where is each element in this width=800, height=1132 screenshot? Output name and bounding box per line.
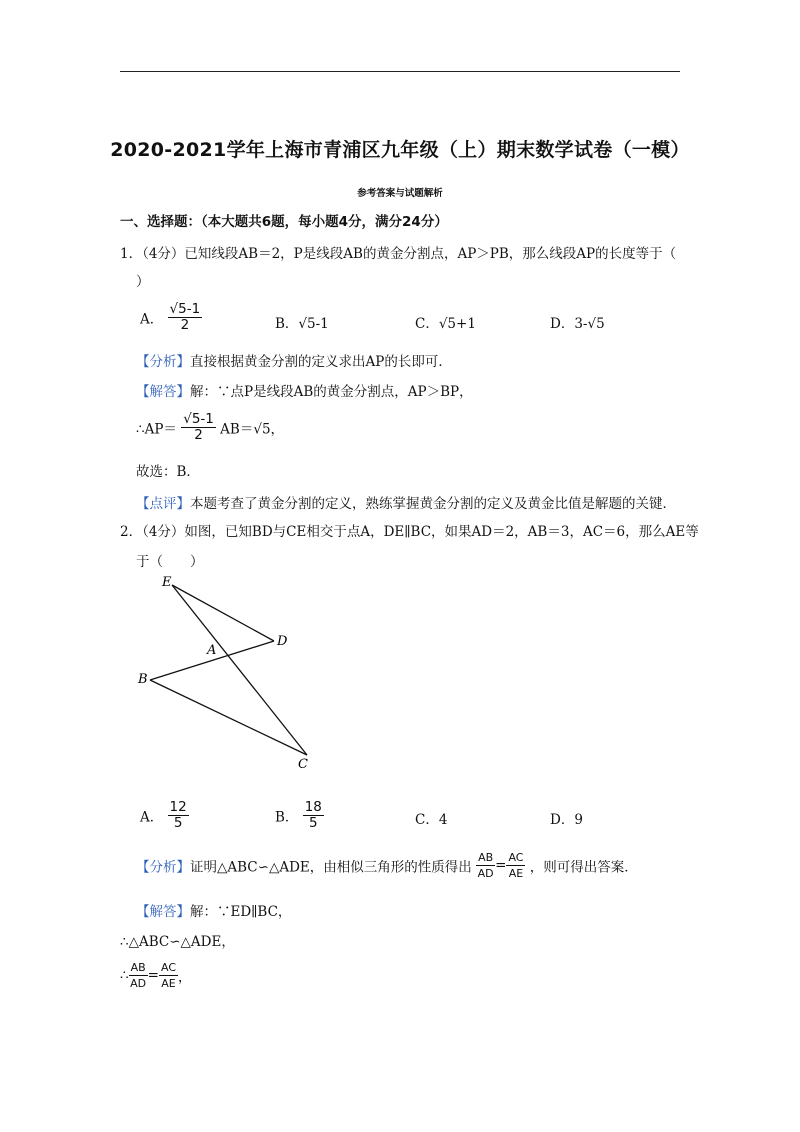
q2-figure — [130, 570, 330, 780]
numerator: AC — [160, 961, 176, 974]
fraction — [506, 850, 525, 881]
denominator: 2 — [194, 427, 203, 443]
fraction — [168, 800, 189, 831]
header-rule — [120, 71, 680, 72]
q1-step — [136, 412, 284, 443]
denominator: AE — [161, 977, 176, 990]
step-post: AB＝√5， — [220, 421, 285, 438]
denominator: 2 — [180, 317, 190, 333]
q1-comment — [136, 492, 676, 512]
analysis-text-end: ，则可得出答案． — [529, 859, 638, 876]
fraction — [181, 412, 216, 443]
solution-text: 解：∵点P是线段AB的黄金分割点，AP＞BP， — [190, 384, 473, 400]
denominator: AE — [508, 867, 524, 880]
label-c: C — [298, 757, 308, 772]
analysis-text: 直接根据黄金分割的定义求出AP的长即可． — [190, 354, 452, 370]
option-label: A． — [140, 809, 164, 826]
label-a: A — [207, 643, 217, 658]
solution-text: 解：∵ED∥BC， — [190, 904, 292, 920]
denominator: 5 — [309, 815, 318, 831]
page-title: 2020-2021学年上海市青浦区九年级（上）期末数学试卷（一模） — [110, 139, 690, 161]
fraction — [303, 800, 324, 831]
numerator: 12 — [169, 799, 187, 815]
fraction — [159, 960, 178, 991]
q2-step-2 — [120, 960, 192, 991]
numerator: AC — [508, 851, 524, 864]
label-d: D — [277, 634, 288, 649]
q1-analysis — [136, 350, 452, 370]
q1-option-b: B．√5-1 — [275, 316, 329, 332]
q2-stem: 2．（4分）如图，已知BD与CE相交于点A，DE∥BC，如果AD＝2，AB＝3，AC＝6，那么AE等 — [120, 524, 699, 540]
q1-option-c: C．√5+1 — [415, 316, 476, 332]
q2-option-a — [140, 800, 189, 831]
equals-sign: = — [495, 857, 507, 874]
numerator: 18 — [304, 799, 322, 815]
q1-stem-cont: ） — [136, 274, 150, 290]
q2-option-d: D．9 — [550, 812, 583, 828]
page-subtitle: 参考答案与试题解析 — [357, 188, 443, 199]
denominator: 5 — [173, 815, 183, 831]
option-label: A． — [140, 311, 164, 328]
q1-solution — [136, 380, 473, 400]
q2-solution — [136, 900, 291, 920]
denominator: AD — [477, 867, 494, 880]
denominator: AD — [130, 977, 147, 990]
analysis-tag: 【分析】 — [136, 354, 190, 370]
q2-step-1: ∴△ABC∽△ADE， — [120, 934, 235, 950]
q1-choice: 故选：B． — [136, 464, 200, 480]
q1-option-d: D．3-√5 — [550, 316, 605, 332]
segment-bc — [150, 680, 307, 755]
label-b: B — [138, 672, 148, 687]
label-e: E — [162, 575, 172, 590]
fraction — [476, 850, 495, 881]
solution-tag: 【解答】 — [136, 384, 190, 400]
fraction — [168, 302, 203, 333]
q2-option-c: C．4 — [415, 812, 448, 828]
section-heading: 一、选择题：（本大题共6题，每小题4分，满分24分） — [120, 214, 448, 230]
segment-ec — [172, 585, 307, 755]
comment-text: 本题考查了黄金分割的定义，熟练掌握黄金分割的定义及黄金比值是解题的关键． — [190, 496, 676, 512]
q1-option-a — [140, 302, 202, 333]
fraction — [129, 960, 148, 991]
step-post: ， — [178, 969, 192, 986]
comment-tag: 【点评】 — [136, 496, 190, 512]
analysis-text: 证明△ABC∽△ADE，由相似三角形的性质得出 — [190, 859, 472, 876]
numerator: AB — [130, 961, 146, 974]
q2-stem-cont: 于（ ） — [136, 554, 204, 570]
numerator: √5-1 — [183, 411, 214, 427]
q2-analysis — [136, 850, 638, 881]
equals-sign: = — [147, 967, 159, 984]
solution-tag: 【解答】 — [136, 904, 190, 920]
analysis-tag: 【分析】 — [136, 859, 190, 876]
segment-ed — [172, 585, 274, 641]
step-pre: ∴AP＝ — [136, 421, 177, 438]
option-label: B． — [275, 809, 299, 826]
numerator: √5-1 — [169, 301, 201, 317]
q1-stem: 1．（4分）已知线段AB＝2，P是线段AB的黄金分割点，AP＞PB，那么线段AP的长度等于（ — [120, 246, 677, 262]
q2-option-b — [275, 800, 324, 831]
numerator: AB — [478, 851, 494, 864]
step-pre: ∴ — [120, 967, 129, 984]
